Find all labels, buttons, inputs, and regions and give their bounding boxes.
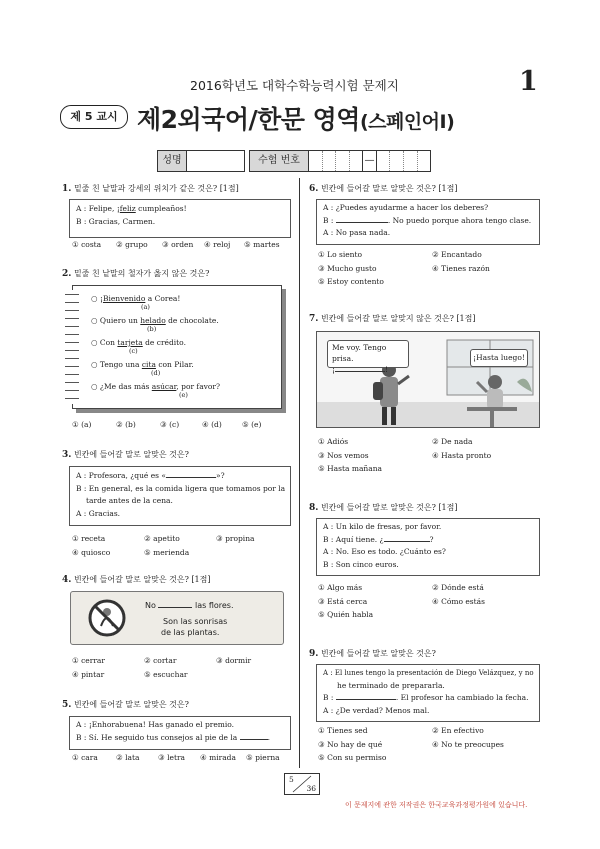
q1-prompt: 1. 밑줄 친 낱말과 강세의 위치가 같은 것은? [1점] — [62, 184, 239, 194]
q3-option-5[interactable]: ⑤ merienda — [144, 548, 190, 557]
q3-prompt: 3. 빈칸에 들어갈 말로 알맞은 것은? — [62, 450, 189, 460]
q5-line-b: B : Sí. He seguido tus consejos al pie de la . — [76, 732, 271, 742]
q3-option-4[interactable]: ④ quiosco — [72, 548, 111, 557]
q7-option-1[interactable]: ① Adiós — [318, 437, 349, 446]
exam-number-cells[interactable]: — — [309, 151, 430, 171]
q1-line-b: B : Gracias, Carmen. — [76, 216, 156, 226]
q9-option-2[interactable]: ② En efectivo — [432, 726, 484, 735]
q2-item-a: ○ ¡Bienvenido a Corea! — [91, 294, 181, 303]
q8-options — [318, 581, 543, 622]
q5-option-4[interactable]: ④ mirada — [200, 753, 236, 762]
q6-prompt: 6. 빈칸에 들어갈 말로 알맞은 것은? [1점] — [309, 184, 458, 194]
no-cutting-flower-icon — [87, 598, 127, 638]
q6-dialog-box — [316, 199, 540, 245]
q5-prompt: 5. 빈칸에 들어갈 말로 알맞은 것은? — [62, 700, 189, 710]
q6-line-c: A : No pasa nada. — [323, 228, 391, 237]
q9-option-3[interactable]: ③ No hay de qué — [318, 739, 383, 749]
sign-line-1: No las flores. — [145, 601, 234, 610]
q7-option-4[interactable]: ④ Hasta pronto — [432, 450, 492, 460]
bubble-right: ¡Hasta luego! — [470, 349, 528, 367]
q1-option-3[interactable]: ③ orden — [162, 240, 194, 249]
q9-option-4[interactable]: ④ No te preocupes — [432, 739, 504, 749]
page-total: 36 — [306, 784, 316, 793]
sign-line-3: de las plantas. — [161, 628, 220, 637]
q2-option-2[interactable]: ② (b) — [116, 420, 136, 429]
name-box — [157, 150, 245, 172]
q1-option-5[interactable]: ⑤ martes — [244, 240, 280, 249]
q9-line-c: A : ¿De verdad? Menos mal. — [323, 705, 430, 715]
bubble-left — [327, 340, 409, 374]
q7-options — [318, 435, 543, 476]
q2-item-e: ○ ¿Me das más asúcar, por favor? — [91, 382, 221, 391]
sign-line-2: Son las sonrisas — [163, 617, 228, 626]
q4-option-3[interactable]: ③ dormir — [216, 656, 252, 665]
q5-line-a: A : ¡Enhorabuena! Has ganado el premio. — [76, 720, 235, 729]
q9-prompt: 9. 빈칸에 들어갈 말로 알맞은 것은? — [309, 649, 436, 659]
q4-option-1[interactable]: ① cerrar — [72, 656, 105, 665]
q8-line-a: A : Un kilo de fresas, por favor. — [323, 522, 442, 531]
q8-dialog-box — [316, 518, 540, 576]
q9-line-a2: he terminado de prepararla. — [337, 680, 445, 690]
q9-options — [318, 724, 543, 765]
q7-option-5[interactable]: ⑤ Hasta mañana — [318, 464, 383, 473]
q8-line-c: A : No. Eso es todo. ¿Cuánto es? — [323, 547, 446, 556]
q1-options — [72, 240, 297, 249]
q4-prompt: 4. 빈칸에 들어갈 말로 알맞은 것은? [1점] — [62, 575, 211, 585]
q3-option-2[interactable]: ② apetito — [144, 534, 180, 543]
q8-line-b: B : Aquí tiene. ¿ ? — [323, 534, 434, 544]
q6-option-2[interactable]: ② Encantado — [432, 250, 482, 259]
q6-options — [318, 248, 543, 289]
q2-mark-d: (d) — [151, 369, 161, 377]
q4-option-2[interactable]: ② cortar — [144, 656, 177, 665]
q9-option-1[interactable]: ① Tienes sed — [318, 726, 368, 735]
period-label: 제 5 교시 — [70, 110, 118, 123]
q2-item-c: ○ Con tarjeta de crédito. — [91, 338, 186, 347]
copyright-notice: 이 문제지에 관한 저작권은 한국교육과정평가원에 있습니다. — [345, 801, 528, 809]
q8-option-3[interactable]: ③ Está cerca — [318, 596, 368, 606]
q4-option-4[interactable]: ④ pintar — [72, 670, 105, 679]
q3-line-c: A : Gracias. — [76, 508, 121, 518]
exam-number-label: 수험 번호 — [250, 151, 309, 171]
q2-option-1[interactable]: ① (a) — [72, 420, 92, 429]
q8-line-d: B : Son cinco euros. — [323, 559, 399, 569]
exam-title: 2016학년도 대학수학능력시험 문제지 — [190, 78, 399, 93]
q1-option-2[interactable]: ② grupo — [116, 240, 148, 249]
q8-option-2[interactable]: ② Dónde está — [432, 583, 484, 592]
notebook-spiral — [65, 290, 79, 404]
q2-options — [72, 420, 297, 429]
q3-options — [72, 532, 297, 560]
q2-option-3[interactable]: ③ (c) — [160, 420, 180, 429]
q9-dialog-box — [316, 664, 540, 722]
q8-prompt: 8. 빈칸에 들어갈 말로 알맞은 것은? [1점] — [309, 503, 458, 513]
q2-mark-c: (c) — [129, 347, 138, 355]
subject-title — [137, 100, 454, 136]
q3-line-a: A : Profesora, ¿qué es « »? — [76, 471, 225, 480]
q4-options — [72, 654, 297, 682]
bubble-left-line1: Me voy. Tengo prisa. — [332, 343, 387, 363]
q9-option-5[interactable]: ⑤ Con su permiso — [318, 753, 387, 762]
q7-prompt: 7. 빈칸에 들어갈 말로 알맞지 않은 것은? [1점] — [309, 314, 476, 324]
q8-option-4[interactable]: ④ Cómo estás — [432, 596, 485, 606]
column-divider — [299, 178, 300, 768]
q5-options — [72, 753, 297, 762]
q7-option-2[interactable]: ② De nada — [432, 437, 473, 446]
q2-prompt: 2. 밑줄 친 낱말의 철자가 옳지 않은 것은? — [62, 269, 210, 279]
q2-mark-b: (b) — [147, 325, 157, 333]
page-current: 5 — [289, 775, 294, 784]
q8-option-5[interactable]: ⑤ Quién habla — [318, 610, 374, 619]
q5-option-5[interactable]: ⑤ pierna — [246, 753, 280, 762]
q7-illustration — [316, 331, 540, 428]
q5-dialog-box — [69, 716, 291, 750]
subject-name: 제2외국어/한문 영역 — [137, 105, 360, 134]
q5-option-1[interactable]: ① cara — [72, 753, 98, 762]
q9-line-a1: A : El lunes tengo la presentación de Diego Velázquez, y no — [323, 669, 534, 677]
name-label: 성명 — [158, 151, 187, 171]
q7-option-3[interactable]: ③ Nos vemos — [318, 450, 369, 460]
page-counter — [284, 773, 320, 795]
q2-notebook — [72, 285, 282, 409]
period-badge — [60, 105, 128, 129]
q3-line-b2: tarde antes de la cena. — [86, 496, 173, 505]
q3-dialog-box — [69, 466, 291, 526]
q6-option-1[interactable]: ① Lo siento — [318, 250, 363, 259]
q6-option-3[interactable]: ③ Mucho gusto — [318, 263, 377, 273]
page-number: 1 — [519, 66, 538, 97]
q2-mark-a: (a) — [141, 303, 150, 311]
q6-line-a: A : ¿Puedes ayudarme a hacer los deberes? — [323, 203, 489, 212]
q9-line-b: B : . El profesor ha cambiado la fecha. — [323, 693, 529, 702]
exam-number-box — [249, 150, 431, 172]
q2-item-b: ○ Quiero un helado de chocolate. — [91, 316, 219, 325]
bubble-left-line2: ¡ ! — [332, 365, 389, 374]
q5-option-3[interactable]: ③ letra — [158, 753, 186, 762]
q2-option-4[interactable]: ④ (d) — [202, 420, 222, 429]
q2-option-5[interactable]: ⑤ (e) — [242, 420, 262, 429]
q2-mark-e: (e) — [179, 391, 188, 399]
name-field[interactable] — [187, 151, 244, 171]
q4-option-5[interactable]: ⑤ escuchar — [144, 670, 188, 679]
q6-option-5[interactable]: ⑤ Estoy contento — [318, 277, 384, 286]
q4-sign — [70, 591, 284, 645]
q1-dialog-box — [69, 199, 291, 238]
q3-option-3[interactable]: ③ propina — [216, 534, 255, 543]
q1-line-a: A : Felipe, ¡feliz cumpleaños! — [76, 204, 187, 213]
q2-item-d: ○ Tengo una cita con Pilar. — [91, 360, 194, 369]
q1-option-1[interactable]: ① costa — [72, 240, 102, 249]
q3-option-1[interactable]: ① receta — [72, 534, 106, 543]
q6-option-4[interactable]: ④ Tienes razón — [432, 263, 490, 273]
q8-option-1[interactable]: ① Algo más — [318, 583, 363, 592]
q5-option-2[interactable]: ② lata — [116, 753, 140, 762]
subject-language: (스페인어Ⅰ) — [359, 111, 455, 133]
q1-option-4[interactable]: ④ reloj — [204, 240, 231, 249]
q6-line-b: B : . No puedo porque ahora tengo clase. — [323, 215, 532, 225]
q3-line-b1: B : En general, es la comida ligera que tomamos por la — [76, 483, 286, 493]
